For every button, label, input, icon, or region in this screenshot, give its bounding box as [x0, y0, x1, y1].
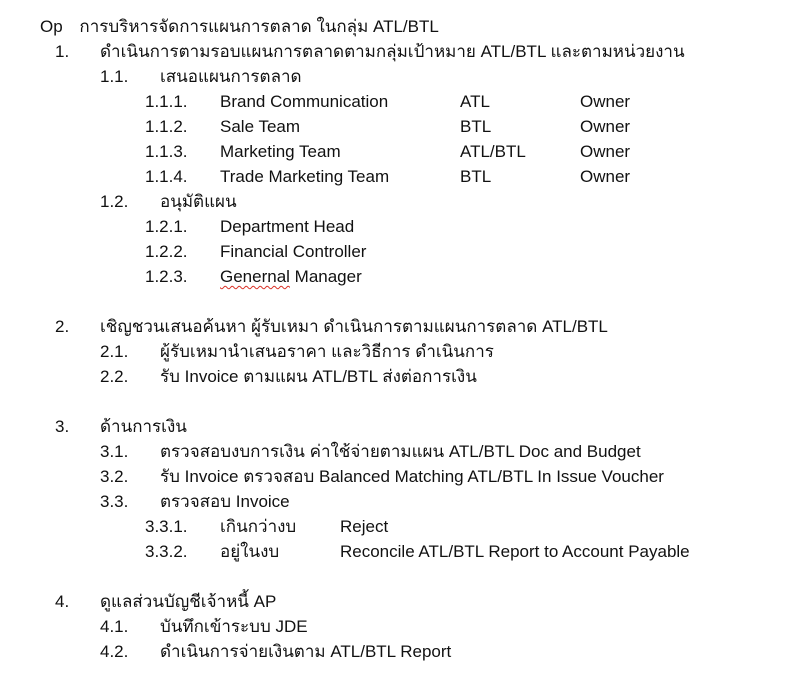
item-number: 1.1.2. — [145, 117, 188, 136]
section-number: 3. — [55, 417, 70, 436]
item-type: ATL/BTL — [460, 142, 526, 161]
item-action: Reject — [340, 517, 389, 536]
item-number: 1.1.3. — [145, 142, 188, 161]
subsection-text: ดำเนินการจ่ายเงินตาม ATL/BTL Report — [160, 642, 452, 661]
title-prefix: Op — [40, 17, 63, 36]
item-role: Owner — [580, 92, 631, 111]
item-name: Brand Communication — [220, 92, 389, 111]
section-heading: ดำเนินการตามรอบแผนการตลาดตามกลุ่มเป้าหมาย ATL/BTL และตามหน่วยงาน — [100, 42, 685, 61]
item-role: Owner — [580, 167, 631, 186]
item-type: BTL — [460, 167, 492, 186]
section-heading: เชิญชวนเสนอค้นหา ผู้รับเหมา ดำเนินการตามแผนการตลาด ATL/BTL — [100, 317, 608, 336]
subsection-number: 2.1. — [100, 342, 129, 361]
subsection-number: 4.1. — [100, 617, 129, 636]
item-type: BTL — [460, 117, 492, 136]
item-name: Marketing Team — [220, 142, 341, 161]
subsection-text: บันทึกเข้าระบบ JDE — [160, 617, 308, 636]
subsection-number: 3.2. — [100, 467, 129, 486]
item-number: 3.3.2. — [145, 542, 188, 561]
subsection-number: 2.2. — [100, 367, 129, 386]
document-title — [40, 17, 439, 37]
item-name: Sale Team — [220, 117, 301, 136]
subsection-number: 3.1. — [100, 442, 129, 461]
section-heading: ด้านการเงิน — [100, 417, 187, 436]
item-number: 1.1.1. — [145, 92, 188, 111]
subsection-text: ผู้รับเหมานำเสนอราคา และวิธีการ ดำเนินการ — [160, 342, 494, 361]
subsection-text: รับ Invoice ตรวจสอบ Balanced Matching ATL/BTL In Issue Voucher — [160, 467, 664, 486]
subsection-text: รับ Invoice ตามแผน ATL/BTL ส่งต่อการเงิน — [160, 367, 477, 386]
item-name-rest: Manager — [289, 267, 362, 286]
misspelled-word: Genernal — [220, 267, 290, 286]
item-condition: อยู่ในงบ — [220, 542, 280, 561]
item-name: Department Head — [220, 217, 355, 236]
subsection-text: ตรวจสอบ Invoice — [160, 492, 290, 511]
subsection-number: 3.3. — [100, 492, 129, 511]
section-heading: ดูแลส่วนบัญชีเจ้าหนี้ AP — [100, 592, 277, 611]
section-number: 1. — [55, 42, 70, 61]
subsection-text: เสนอแผนการตลาด — [160, 67, 302, 86]
item-name — [220, 267, 362, 287]
subsection-text: ตรวจสอบงบการเงิน ค่าใช้จ่ายตามแผน ATL/BTL Doc and Budget — [160, 442, 641, 461]
item-type: ATL — [460, 92, 490, 111]
subsection-text: อนุมัติแผน — [160, 192, 237, 211]
title-text: การบริหารจัดการแผนการตลาด ในกลุ่ม ATL/BTL — [79, 17, 439, 36]
item-role: Owner — [580, 117, 631, 136]
item-number: 1.2.2. — [145, 242, 188, 261]
item-condition: เกินกว่างบ — [220, 517, 297, 536]
item-number: 1.2.1. — [145, 217, 188, 236]
item-role: Owner — [580, 142, 631, 161]
section-number: 2. — [55, 317, 70, 336]
subsection-number: 1.1. — [100, 67, 129, 86]
item-name: Trade Marketing Team — [220, 167, 390, 186]
item-action: Reconcile ATL/BTL Report to Account Payable — [340, 542, 690, 561]
item-number: 3.3.1. — [145, 517, 188, 536]
subsection-number: 4.2. — [100, 642, 129, 661]
item-number: 1.1.4. — [145, 167, 188, 186]
section-number: 4. — [55, 592, 70, 611]
item-name: Financial Controller — [220, 242, 367, 261]
item-number: 1.2.3. — [145, 267, 188, 286]
subsection-number: 1.2. — [100, 192, 129, 211]
